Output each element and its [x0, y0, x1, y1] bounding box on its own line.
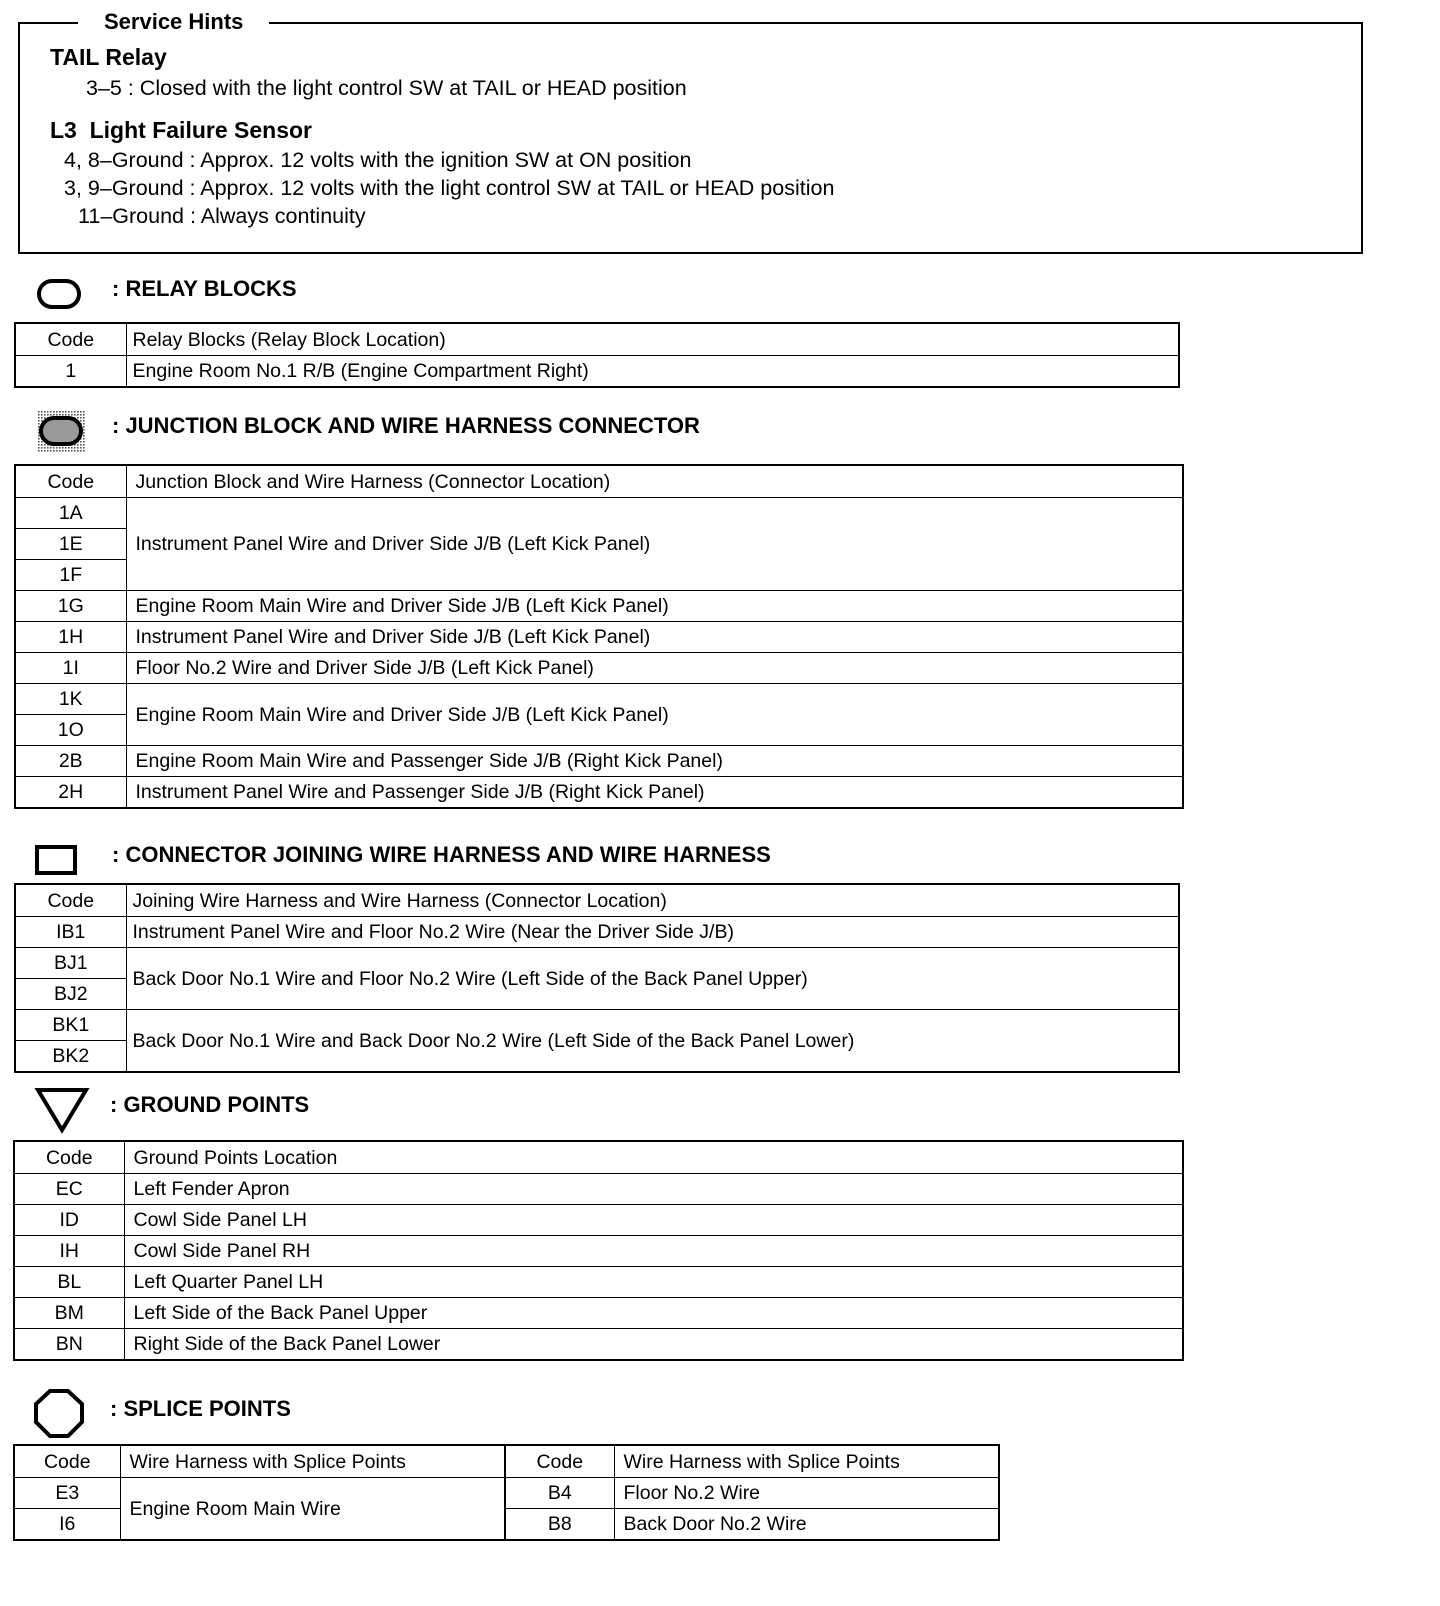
junction-location: Instrument Panel Wire and Driver Side J/B (Left Kick Panel) [126, 622, 1183, 653]
ground-code: ID [14, 1205, 124, 1236]
splice-harness: Back Door No.2 Wire [614, 1509, 999, 1541]
table-row [14, 1174, 1183, 1205]
table-row [15, 684, 1183, 715]
splice-points-title: : SPLICE POINTS [110, 1396, 291, 1421]
code-header: Code [15, 465, 126, 498]
table-header-row [14, 1141, 1183, 1174]
table-header-row [15, 465, 1183, 498]
connector-location: Instrument Panel Wire and Floor No.2 Wire (Near the Driver Side J/B) [126, 917, 1179, 948]
code-header: Code [14, 1141, 124, 1174]
junction-code: 1A [15, 498, 126, 529]
connector-location: Back Door No.1 Wire and Floor No.2 Wire (Left Side of the Back Panel Upper) [126, 948, 1179, 1010]
ground-code: BN [14, 1329, 124, 1361]
ground-code: IH [14, 1236, 124, 1267]
relay-code: 1 [15, 356, 126, 388]
tail-relay-hint: 3–5 : Closed with the light control SW at TAIL or HEAD position [86, 76, 687, 100]
junction-block-table [14, 464, 1184, 809]
junction-code: 1H [15, 622, 126, 653]
splice-harness: Engine Room Main Wire [120, 1478, 505, 1541]
table-row [15, 498, 1183, 529]
table-row [15, 591, 1183, 622]
connector-code: BK2 [15, 1041, 126, 1073]
service-hints-heading: Service Hints [78, 9, 269, 35]
ground-location: Left Fender Apron [124, 1174, 1183, 1205]
junction-code: 1G [15, 591, 126, 622]
location-header: Relay Blocks (Relay Block Location) [126, 323, 1179, 356]
junction-code: 1E [15, 529, 126, 560]
light-failure-sensor-title: L3 Light Failure Sensor [50, 117, 312, 143]
table-row [14, 1205, 1183, 1236]
ground-location: Right Side of the Back Panel Lower [124, 1329, 1183, 1361]
table-row [14, 1298, 1183, 1329]
code-header: Code [15, 323, 126, 356]
junction-location: Engine Room Main Wire and Passenger Side J/B (Right Kick Panel) [126, 746, 1183, 777]
table-row [15, 777, 1183, 809]
junction-block-symbol-icon [35, 408, 87, 454]
light-failure-sensor-hint: 11–Ground : Always continuity [78, 204, 366, 228]
connector-code: BJ1 [15, 948, 126, 979]
splice-code: E3 [14, 1478, 120, 1509]
ground-points-table [13, 1140, 1184, 1361]
table-row [15, 1010, 1179, 1041]
table-row [15, 356, 1179, 388]
splice-code: B8 [505, 1509, 614, 1541]
ground-points-title: : GROUND POINTS [110, 1092, 310, 1117]
table-row [15, 948, 1179, 979]
location-header: Junction Block and Wire Harness (Connector Location) [126, 465, 1183, 498]
splice-point-symbol-icon [32, 1388, 86, 1440]
junction-location: Instrument Panel Wire and Driver Side J/B (Left Kick Panel) [126, 498, 1183, 591]
ground-point-symbol-icon [34, 1086, 90, 1134]
ground-location: Cowl Side Panel LH [124, 1205, 1183, 1236]
table-row [14, 1329, 1183, 1361]
junction-code: 2H [15, 777, 126, 809]
table-row [15, 653, 1183, 684]
junction-location: Engine Room Main Wire and Driver Side J/B (Left Kick Panel) [126, 684, 1183, 746]
relay-location: Engine Room No.1 R/B (Engine Compartment Right) [126, 356, 1179, 388]
relay-blocks-title: : RELAY BLOCKS [112, 276, 297, 301]
tail-relay-title: TAIL Relay [50, 44, 167, 70]
connector-code: IB1 [15, 917, 126, 948]
location-header: Ground Points Location [124, 1141, 1183, 1174]
ground-location: Left Side of the Back Panel Upper [124, 1298, 1183, 1329]
harness-header: Wire Harness with Splice Points [120, 1445, 505, 1478]
junction-location: Floor No.2 Wire and Driver Side J/B (Left Kick Panel) [126, 653, 1183, 684]
splice-code: I6 [14, 1509, 120, 1541]
connector-symbol-icon [34, 844, 78, 876]
junction-block-title: : JUNCTION BLOCK AND WIRE HARNESS CONNECTOR [112, 413, 700, 438]
relay-blocks-table [14, 322, 1180, 388]
location-header: Joining Wire Harness and Wire Harness (Connector Location) [126, 884, 1179, 917]
connector-table [14, 883, 1180, 1073]
connector-code: BJ2 [15, 979, 126, 1010]
code-header: Code [14, 1445, 120, 1478]
connector-location: Back Door No.1 Wire and Back Door No.2 Wire (Left Side of the Back Panel Lower) [126, 1010, 1179, 1073]
junction-code: 2B [15, 746, 126, 777]
connector-title: : CONNECTOR JOINING WIRE HARNESS AND WIRE HARNESS [112, 842, 771, 867]
table-row [15, 917, 1179, 948]
code-header: Code [15, 884, 126, 917]
junction-location: Engine Room Main Wire and Driver Side J/B (Left Kick Panel) [126, 591, 1183, 622]
table-header-row [15, 884, 1179, 917]
ground-code: BM [14, 1298, 124, 1329]
ground-code: BL [14, 1267, 124, 1298]
table-row [15, 622, 1183, 653]
table-header-row [15, 323, 1179, 356]
splice-points-table [13, 1444, 1000, 1541]
table-row [14, 1236, 1183, 1267]
ground-location: Cowl Side Panel RH [124, 1236, 1183, 1267]
relay-block-symbol-icon [36, 278, 82, 312]
code-header: Code [505, 1445, 614, 1478]
junction-location: Instrument Panel Wire and Passenger Side J/B (Right Kick Panel) [126, 777, 1183, 809]
splice-code: B4 [505, 1478, 614, 1509]
ground-code: EC [14, 1174, 124, 1205]
harness-header: Wire Harness with Splice Points [614, 1445, 999, 1478]
table-row [14, 1478, 999, 1509]
junction-code: 1I [15, 653, 126, 684]
ground-location: Left Quarter Panel LH [124, 1267, 1183, 1298]
light-failure-sensor-hint: 4, 8–Ground : Approx. 12 volts with the ignition SW at ON position [64, 148, 692, 172]
connector-code: BK1 [15, 1010, 126, 1041]
splice-harness: Floor No.2 Wire [614, 1478, 999, 1509]
junction-code: 1F [15, 560, 126, 591]
junction-code: 1K [15, 684, 126, 715]
table-row [15, 746, 1183, 777]
junction-code: 1O [15, 715, 126, 746]
table-row [14, 1267, 1183, 1298]
light-failure-sensor-hint: 3, 9–Ground : Approx. 12 volts with the light control SW at TAIL or HEAD position [64, 176, 835, 200]
table-header-row [14, 1445, 999, 1478]
